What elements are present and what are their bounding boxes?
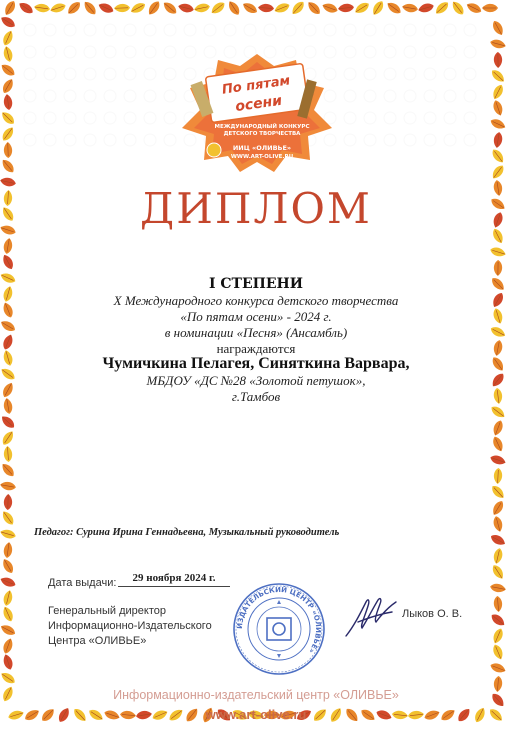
autumn-leaf bbox=[82, 0, 99, 17]
diploma-title: ДИПЛОМ bbox=[140, 184, 372, 233]
logo-site: WWW.ART-OLIVE.RU bbox=[230, 154, 294, 160]
logo-title-line2: осени bbox=[234, 92, 284, 116]
autumn-leaf bbox=[0, 109, 17, 126]
autumn-leaf bbox=[490, 499, 505, 517]
autumn-leaf bbox=[177, 2, 195, 14]
participant-city: г.Тамбов bbox=[231, 389, 281, 404]
contest-logo bbox=[178, 52, 336, 174]
autumn-leaf bbox=[146, 0, 162, 17]
autumn-leaf bbox=[129, 1, 147, 16]
autumn-leaf bbox=[489, 612, 507, 628]
autumn-leaf bbox=[0, 429, 16, 447]
issue-date-value: 29 ноября 2024 г. bbox=[118, 572, 230, 587]
teacher-line: Педагог: Сурина Ирина Геннадьевна, Музыкальный руководитель bbox=[34, 527, 340, 538]
autumn-leaf bbox=[401, 3, 418, 14]
autumn-leaf bbox=[193, 2, 210, 13]
autumn-leaf bbox=[490, 483, 507, 500]
autumn-leaf bbox=[489, 582, 506, 593]
autumn-leaf bbox=[0, 557, 15, 575]
autumn-leaf bbox=[490, 563, 506, 581]
footer-website-link[interactable]: www.art-olive.ru bbox=[205, 707, 307, 722]
autumn-leaf bbox=[489, 453, 507, 466]
autumn-leaf bbox=[273, 1, 291, 15]
footer-organization: Информационно-издательский центр «ОЛИВЬЕ» bbox=[113, 688, 399, 702]
autumn-leaf bbox=[482, 4, 498, 12]
autumn-leaf bbox=[161, 0, 179, 16]
autumn-leaf bbox=[2, 45, 14, 63]
autumn-leaf bbox=[321, 1, 339, 14]
autumn-leaf bbox=[0, 509, 16, 527]
autumn-leaf bbox=[494, 52, 503, 68]
autumn-leaf bbox=[290, 0, 307, 17]
autumn-leaf bbox=[491, 99, 504, 117]
director-title-line1: Генеральный директор bbox=[48, 605, 166, 617]
nomination-line: в номинации «Песня» (Ансамбль) bbox=[164, 325, 348, 340]
autumn-leaf bbox=[241, 0, 259, 15]
autumn-leaf bbox=[0, 77, 15, 95]
autumn-leaf bbox=[0, 528, 17, 540]
autumn-leaf bbox=[0, 670, 17, 686]
official-stamp bbox=[232, 582, 326, 676]
logo-org: ИИЦ «ОЛИВЬЕ» bbox=[232, 144, 292, 152]
autumn-leaf bbox=[1, 29, 15, 47]
director-title-line2: Информационно-Издательского bbox=[48, 620, 212, 632]
logo-subtitle-line1: МЕЖДУНАРОДНЫЙ КОНКУРС bbox=[214, 124, 310, 130]
stamp-ring-text: ИЗДАТЕЛЬСКИЙ ЦЕНТР «ОЛИВЬЕ» bbox=[235, 585, 323, 655]
autumn-leaf bbox=[209, 0, 227, 16]
autumn-leaf bbox=[450, 0, 466, 17]
logo-title-line1: По пятам bbox=[221, 73, 292, 98]
autumn-leaf bbox=[2, 0, 17, 17]
autumn-leaf bbox=[465, 1, 483, 15]
autumn-leaf bbox=[0, 62, 17, 78]
autumn-leaf bbox=[491, 627, 505, 645]
autumn-leaf bbox=[489, 117, 507, 131]
awarded-text: награждаются bbox=[216, 341, 296, 356]
autumn-leaf bbox=[433, 0, 450, 16]
director-name: Лыков О. В. bbox=[402, 608, 463, 620]
autumn-leaf bbox=[417, 2, 435, 14]
autumn-leaf bbox=[489, 404, 507, 420]
autumn-leaf bbox=[0, 14, 17, 29]
autumn-leaf bbox=[34, 3, 51, 13]
director-title-line3: Центра «ОЛИВЬЕ» bbox=[48, 635, 147, 647]
autumn-leaf bbox=[2, 653, 15, 671]
autumn-leaf bbox=[491, 19, 506, 37]
autumn-leaf bbox=[0, 481, 17, 492]
autumn-leaf bbox=[353, 0, 371, 15]
autumn-leaf bbox=[1, 605, 15, 623]
autumn-leaf bbox=[489, 246, 507, 259]
autumn-leaf bbox=[3, 237, 14, 254]
autumn-leaf bbox=[0, 157, 16, 175]
autumn-leaf bbox=[489, 68, 506, 85]
participant-organization: МБДОУ «ДС №28 «Золотой петушок», bbox=[146, 373, 366, 388]
participant-names: Чумичкина Пелагея, Синяткина Варвара, bbox=[102, 355, 410, 372]
autumn-leaf bbox=[490, 163, 506, 181]
autumn-leaf bbox=[489, 661, 507, 674]
autumn-leaf bbox=[3, 94, 13, 111]
autumn-leaf bbox=[305, 0, 322, 17]
autumn-leaf bbox=[491, 83, 506, 101]
contest-name-line: «По пятам осени» - 2024 г. bbox=[180, 309, 332, 324]
autumn-leaf bbox=[1, 637, 14, 655]
contest-line: X Международного конкурса детского творчества bbox=[113, 293, 399, 308]
autumn-leaf bbox=[2, 589, 14, 607]
autumn-leaf bbox=[370, 0, 385, 17]
autumn-leaf bbox=[3, 542, 13, 559]
autumn-leaf bbox=[338, 3, 355, 13]
diploma-degree: I СТЕПЕНИ bbox=[208, 276, 303, 292]
autumn-leaf bbox=[258, 3, 275, 12]
autumn-leaf bbox=[493, 468, 502, 484]
autumn-leaf bbox=[0, 414, 17, 431]
autumn-leaf bbox=[491, 435, 505, 453]
autumn-leaf bbox=[114, 4, 130, 13]
autumn-leaf bbox=[226, 0, 242, 17]
autumn-leaf bbox=[490, 147, 506, 165]
autumn-leaf bbox=[0, 125, 16, 143]
issue-date-label: Дата выдачи: bbox=[48, 577, 117, 589]
autumn-leaf bbox=[4, 142, 13, 158]
autumn-leaf bbox=[4, 494, 13, 510]
autumn-leaf bbox=[1, 253, 16, 271]
autumn-leaf bbox=[385, 0, 403, 16]
autumn-leaf bbox=[491, 419, 504, 437]
autumn-leaf bbox=[493, 596, 503, 613]
autumn-leaf bbox=[0, 461, 16, 478]
autumn-leaf bbox=[0, 623, 17, 638]
autumn-leaf bbox=[65, 0, 82, 17]
autumn-leaf bbox=[493, 131, 504, 148]
autumn-leaf bbox=[0, 575, 17, 589]
autumn-leaf bbox=[17, 0, 35, 16]
logo-subtitle-line2: ДЕТСКОГО ТВОРЧЕСТВА bbox=[223, 131, 301, 137]
autumn-leaf bbox=[3, 446, 12, 463]
autumn-leaf bbox=[492, 547, 504, 564]
autumn-leaf bbox=[489, 533, 507, 548]
autumn-leaf bbox=[489, 38, 507, 50]
autumn-leaf bbox=[492, 515, 504, 533]
autumn-leaf bbox=[49, 2, 67, 15]
autumn-leaf bbox=[494, 260, 503, 276]
autumn-leaf bbox=[491, 643, 505, 661]
autumn-leaf bbox=[97, 1, 115, 15]
director-signature bbox=[340, 592, 400, 642]
